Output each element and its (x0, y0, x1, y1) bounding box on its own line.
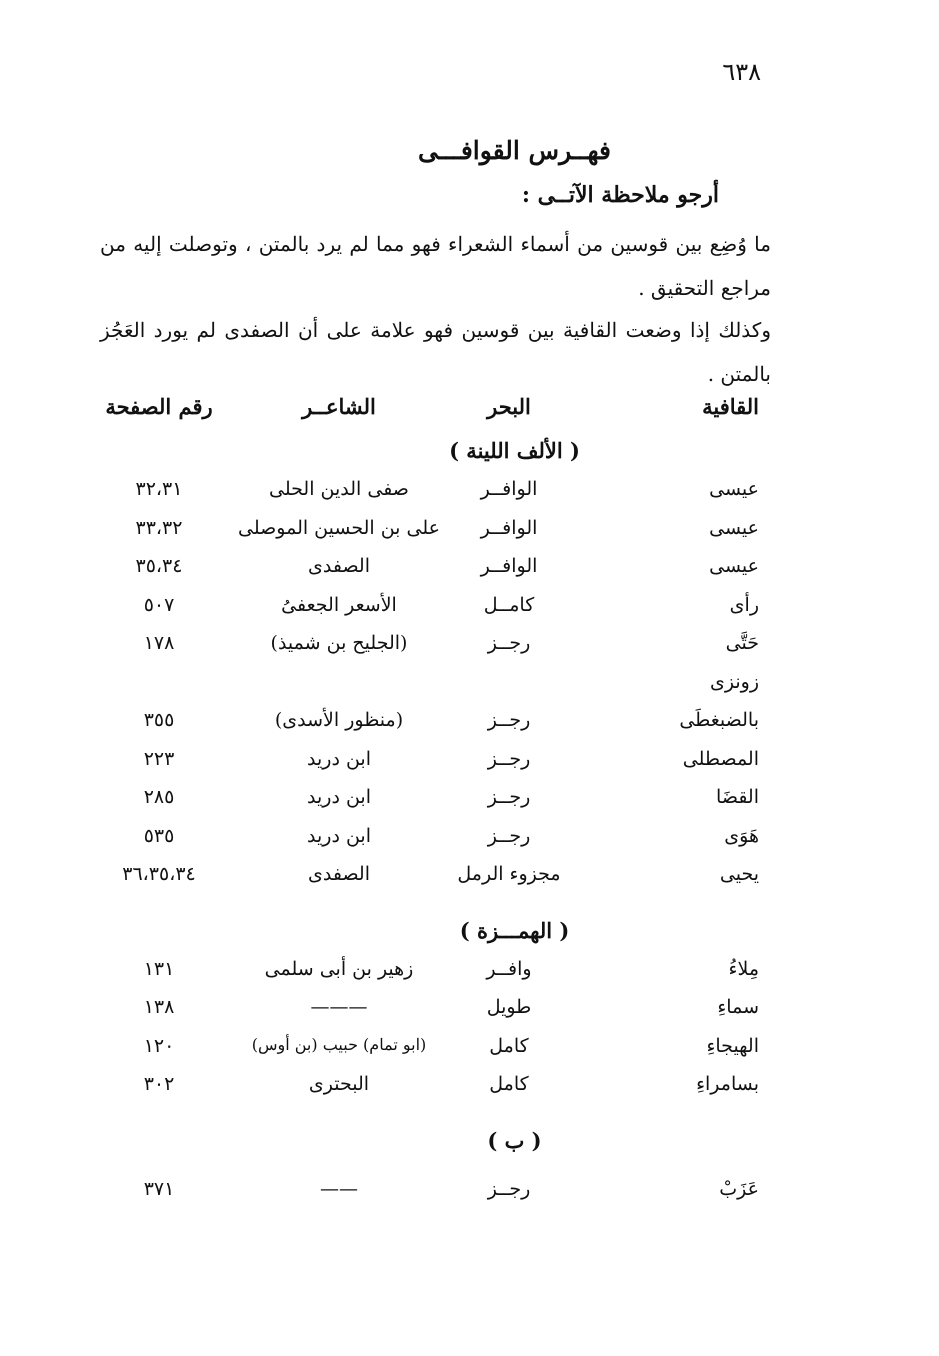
cell-poet: —— (320, 1177, 358, 1200)
table-row (0, 748, 939, 787)
cell-bahr: رجــز (487, 786, 531, 808)
cell-qafiya: يحيى (719, 863, 759, 885)
cell-qafiya: القضَا (716, 786, 759, 808)
cell-bahr: مجزوء الرمل (457, 863, 561, 885)
table-row (0, 517, 939, 556)
section-title-text: ( الألف اللينة ) (449, 438, 580, 463)
cell-bahr: رجــز (487, 824, 531, 847)
cell-bahr: رجــز (487, 709, 531, 731)
cell-bahr: الوافــر (480, 516, 538, 539)
table-row (0, 1178, 939, 1217)
cell-qafiya: حَتَّى (725, 632, 759, 654)
table-row (0, 478, 939, 517)
cell-bahr: رجــز (487, 747, 531, 770)
cell-poet: الأسعر الجعفىُ (281, 593, 397, 616)
page-title: فهــرس القوافـــى (418, 136, 611, 165)
cell-poet: ابن دريد (307, 786, 371, 808)
cell-bahr: كامــل (483, 593, 535, 616)
cell-bahr: الوافــر (480, 478, 538, 500)
table-row (0, 709, 939, 748)
table-row (0, 1035, 939, 1074)
note-paragraph-1: ما وُضِع بين قوسين من أسماء الشعراء فهو مما لم يرد بالمتن ، وتوصلت إليه من مراجع التحقيق . (100, 232, 771, 300)
cell-poet: صفى الدين الحلى (269, 478, 409, 500)
cell-page: ٣٣،٣٢ (135, 516, 183, 539)
header-qafiya: القافية (702, 394, 759, 419)
cell-page: ١٣٨ (143, 996, 175, 1018)
table-row (0, 996, 939, 1035)
cell-bahr: كامل (489, 1034, 529, 1057)
cell-poet: ابن دريد (307, 824, 371, 847)
table-row (0, 671, 939, 710)
cell-bahr: وافــر (486, 957, 532, 980)
cell-qafiya: هَوَى (724, 824, 759, 847)
cell-qafiya: بسامراءِ (696, 1073, 759, 1095)
cell-poet: الصفدى (307, 555, 370, 577)
cell-bahr: كامل (489, 1073, 529, 1095)
table-row (0, 555, 939, 594)
cell-page: ٥٣٥ (143, 824, 175, 847)
cell-poet: البحترى (308, 1073, 370, 1095)
table-row (0, 594, 939, 633)
cell-qafiya: عَزَبْ (719, 1177, 759, 1200)
cell-bahr: الوافــر (480, 555, 538, 577)
cell-qafiya: الهيجاءِ (706, 1034, 759, 1057)
cell-qafiya: المصطلى (682, 747, 759, 770)
cell-bahr: رجــز (487, 632, 531, 654)
cell-page: ٥٠٧ (143, 593, 175, 616)
spacer (0, 1112, 939, 1122)
cell-page: ١٧٨ (143, 632, 175, 654)
section-title-text: ( الهمـــزة ) (459, 917, 570, 943)
table-row (0, 632, 939, 671)
table-row (0, 1073, 939, 1112)
table-header (0, 386, 939, 432)
cell-qafiya: مِلاءُ (728, 957, 759, 980)
note-paragraph-2: وكذلك إذا وضعت القافية بين قوسين فهو علامة على أن الصفدى لم يورد العَجُز بالمتن . (100, 318, 771, 386)
cell-page: ٣٠٢ (143, 1073, 175, 1095)
cell-page: ٣٢،٣١ (135, 478, 183, 500)
cell-qafiya: عيسى (709, 555, 759, 577)
cell-page: ١٣١ (143, 957, 175, 980)
spacer (0, 1168, 939, 1178)
cell-page: ١٢٠ (143, 1034, 175, 1057)
section-title (0, 912, 939, 958)
cell-page: ٣٧١ (143, 1177, 175, 1200)
cell-qafiya: بالضبغطَى (679, 709, 759, 731)
page-number: ٦٣٨ (722, 58, 761, 86)
section-title (0, 432, 939, 478)
rhyme-index-table (0, 386, 939, 1216)
cell-bahr: طويل (486, 996, 532, 1018)
cell-qafiya: رأى (729, 593, 759, 616)
cell-page: ٢٢٣ (143, 747, 175, 770)
section-title (0, 1122, 939, 1168)
cell-page: ٣٥٥ (143, 709, 175, 731)
cell-poet: زهير بن أبى سلمى (264, 957, 414, 980)
table-row (0, 786, 939, 825)
spacer (0, 902, 939, 912)
section-title-text: ( ب ) (487, 1127, 542, 1153)
cell-poet: (منظور الأسدى) (274, 709, 404, 731)
cell-qafiya: زونزى (710, 670, 759, 693)
table-row (0, 863, 939, 902)
cell-poet: على بن الحسين الموصلى (238, 516, 440, 539)
cell-qafiya: عيسى (709, 516, 759, 539)
note-heading: أرجو ملاحظة الآتــى : (521, 182, 719, 208)
cell-qafiya: عيسى (709, 478, 759, 500)
header-bahr: البحر (487, 394, 531, 419)
header-page: رقم الصفحة (105, 394, 213, 419)
cell-bahr: رجــز (487, 1177, 531, 1200)
cell-poet: ابن دريد (307, 747, 371, 770)
cell-qafiya: سماءِ (717, 996, 759, 1018)
header-poet: الشاعــر (302, 394, 376, 419)
cell-poet: (ابو تمام) حبيب (بن أوس) (251, 1034, 427, 1054)
cell-page: ٢٨٥ (143, 786, 175, 808)
cell-page: ٣٥،٣٤ (135, 555, 183, 577)
cell-page: ٣٦،٣٥،٣٤ (122, 863, 196, 885)
cell-poet: ——— (310, 996, 368, 1018)
cell-poet: الصفدى (307, 863, 370, 885)
table-row (0, 958, 939, 997)
cell-poet: (الجليح بن شميذ) (270, 632, 408, 654)
table-row (0, 825, 939, 864)
